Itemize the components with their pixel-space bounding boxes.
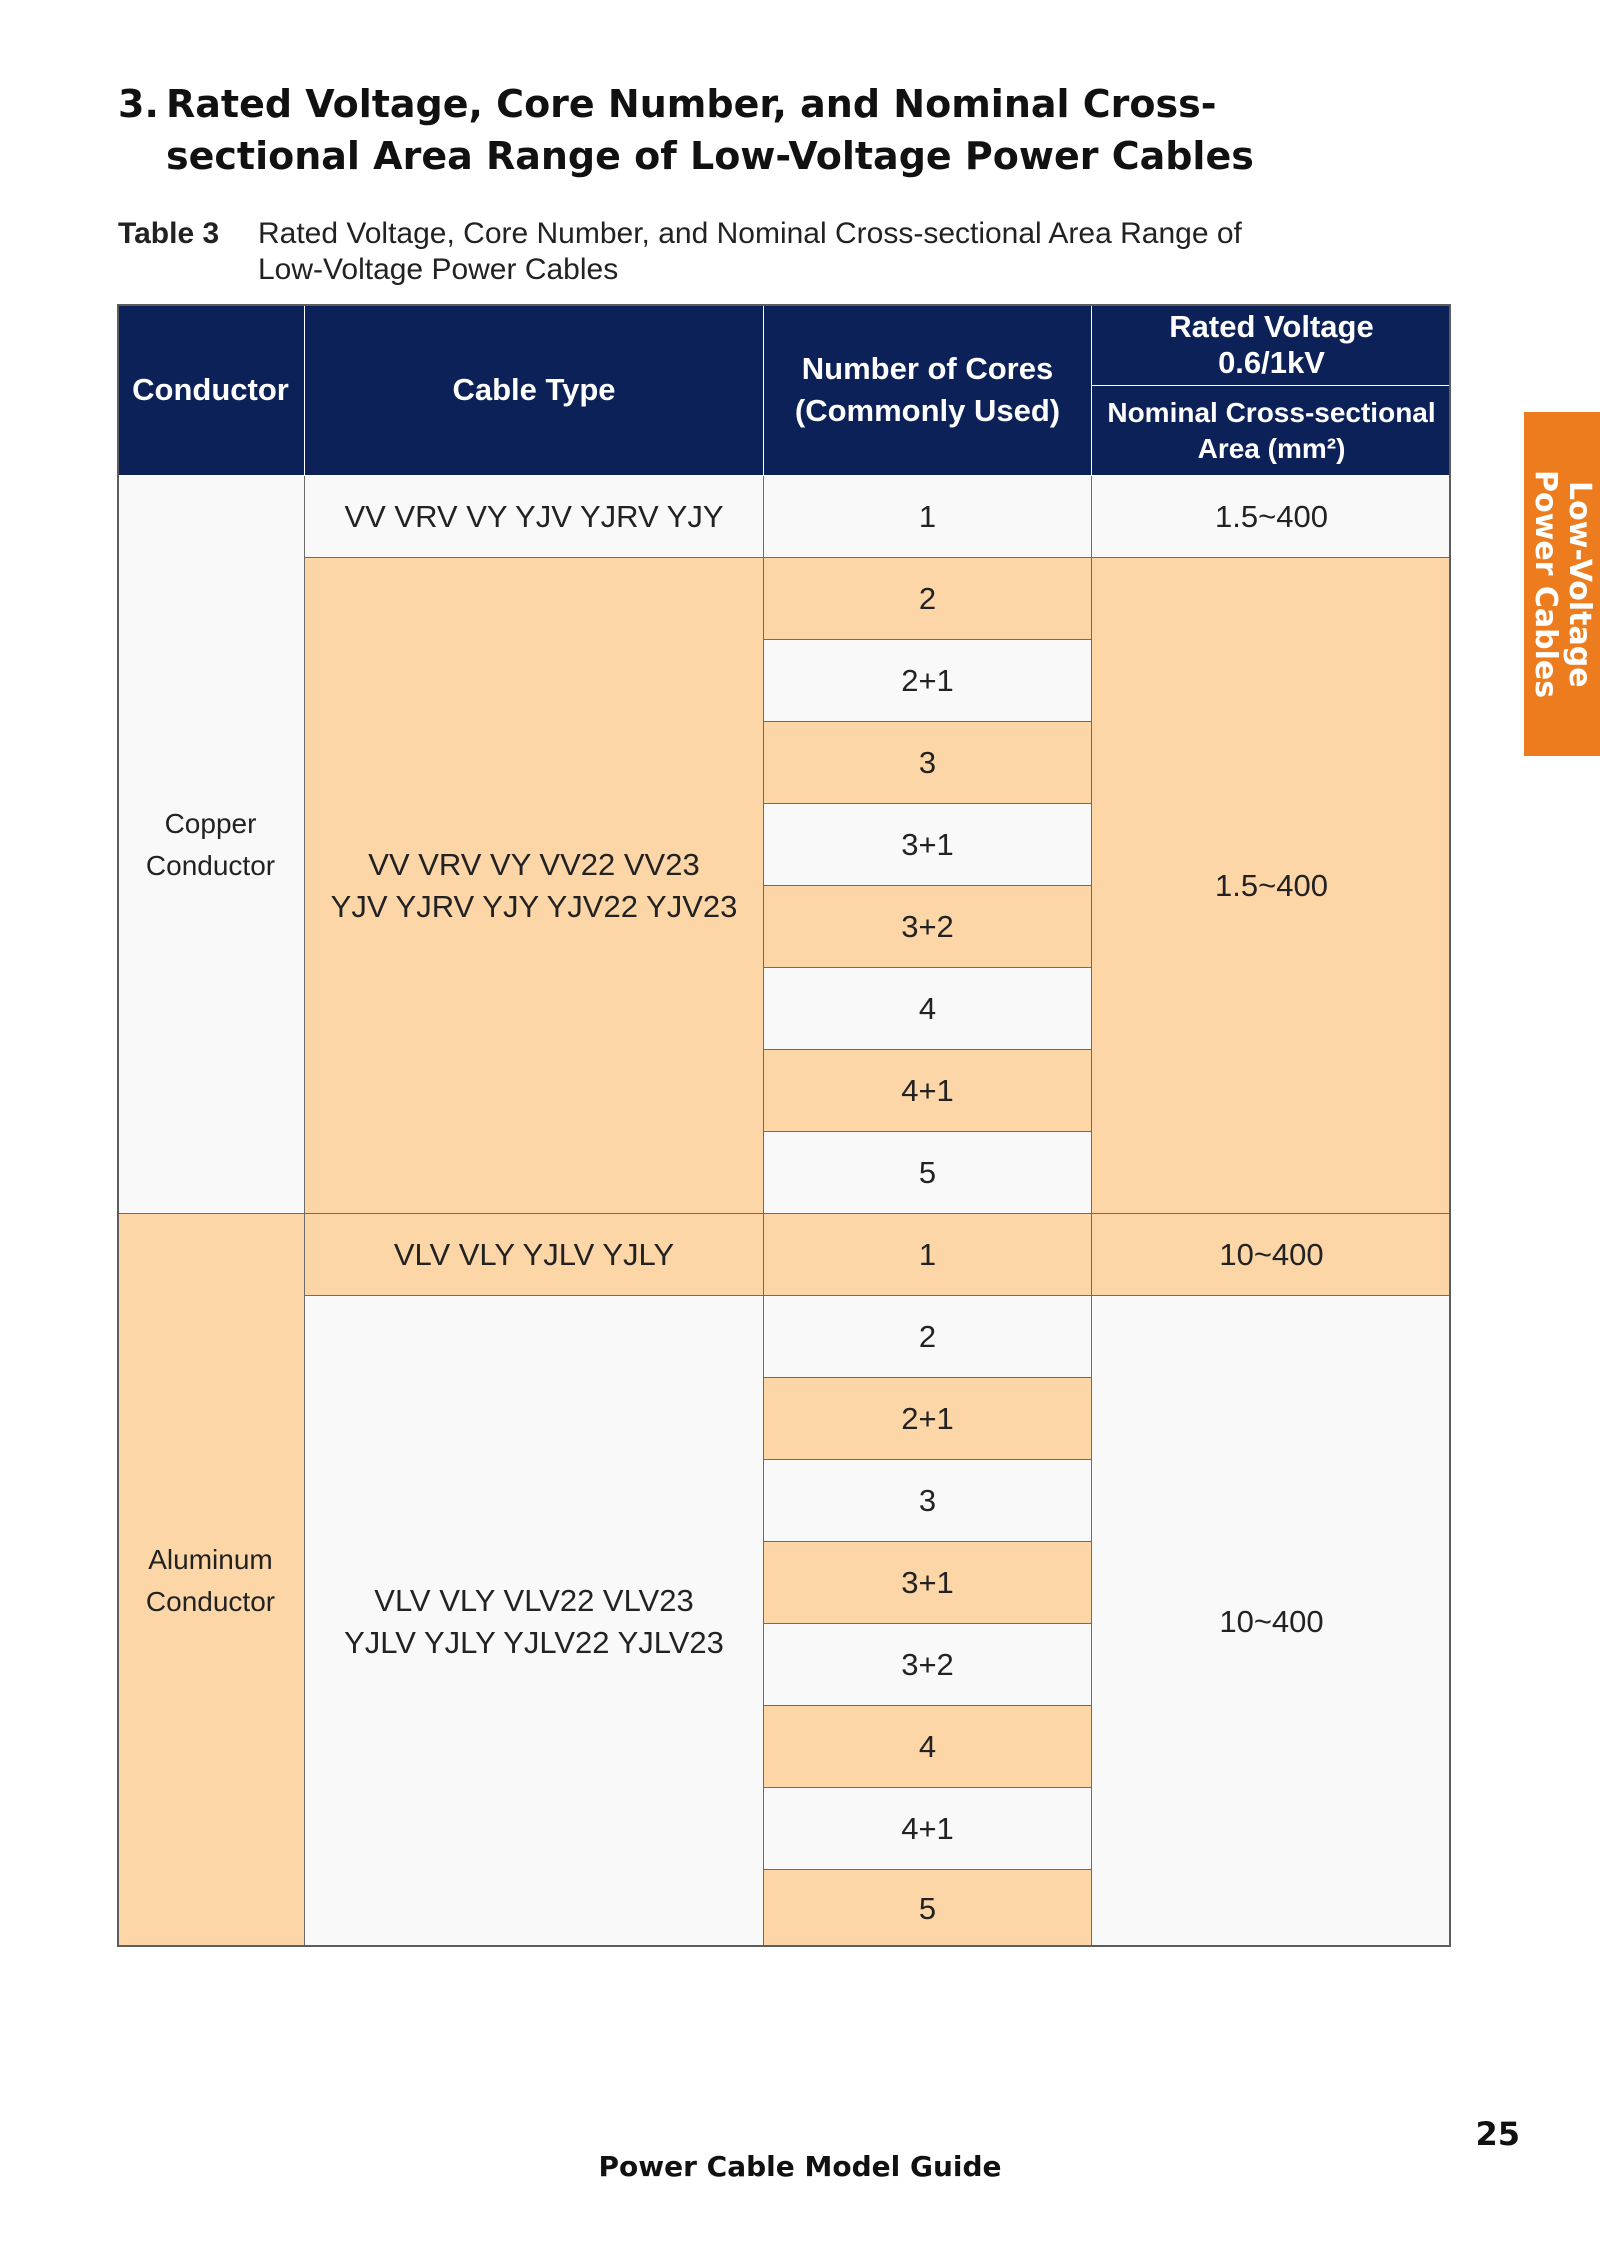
cores-value: 3+1 (901, 826, 954, 862)
cable-type-aluminum-multi (305, 1296, 764, 1947)
area-copper-single (1092, 476, 1451, 558)
cores-value: 5 (918, 1890, 937, 1926)
cores-value: 2 (918, 1318, 937, 1354)
cores-aluminum-row (764, 1460, 1092, 1542)
cable-type-copper-single-label: VV VRV VY YJV YJRV YJY (344, 498, 724, 534)
cores-value: 3 (918, 744, 937, 780)
footer-title: Power Cable Model Guide (598, 2150, 1002, 2183)
cores-aluminum-row (764, 1378, 1092, 1460)
page-number: 25 (1475, 2115, 1520, 2153)
header-cores-line2: (Commonly Used) (794, 392, 1061, 428)
cores-aluminum-row (764, 1624, 1092, 1706)
cores-value: 3+2 (901, 1646, 954, 1682)
header-rated-voltage-line1: Rated Voltage (1169, 308, 1374, 344)
section-number: 3. (118, 82, 159, 126)
side-tab-line2: Power Cables (1528, 469, 1563, 699)
cores-aluminum-row (764, 1870, 1092, 1947)
area-copper-single-label: 1.5~400 (1215, 498, 1328, 534)
area-aluminum-single-label: 10~400 (1219, 1236, 1324, 1272)
side-tab-line1: Low-Voltage (1562, 480, 1597, 688)
section-side-tab[interactable] (1524, 412, 1600, 756)
cable-type-aluminum-multi-line1: VLV VLY VLV22 VLV23 (374, 1582, 694, 1618)
cores-copper-row (764, 1132, 1092, 1214)
cores-value: 4 (918, 1728, 937, 1764)
header-cable-type (305, 304, 764, 476)
cable-type-aluminum-single (305, 1214, 764, 1296)
cores-value: 2+1 (901, 1400, 954, 1436)
conductor-copper-line1: Copper (164, 807, 257, 839)
cable-table (117, 304, 1451, 1947)
area-aluminum-multi (1092, 1296, 1451, 1947)
cable-type-copper-multi-line2: YJV YJRV YJY YJV22 YJV23 (330, 888, 738, 924)
header-conductor (117, 304, 305, 476)
cores-copper-single-label: 1 (918, 498, 937, 534)
header-conductor-label: Conductor (132, 371, 289, 407)
cores-value: 4+1 (901, 1810, 954, 1846)
cores-aluminum-row (764, 1706, 1092, 1788)
table-caption-text: Rated Voltage, Core Number, and Nominal Cross-sectional Area Range of Low-Voltage Power Cables (258, 217, 1242, 286)
area-copper-multi (1092, 558, 1451, 1214)
area-aluminum-multi-label: 10~400 (1219, 1603, 1324, 1639)
conductor-aluminum (117, 1214, 305, 1947)
cores-value: 2+1 (901, 662, 954, 698)
cores-value: 4+1 (901, 1072, 954, 1108)
cores-value: 3+2 (901, 908, 954, 944)
cores-value: 4 (918, 990, 937, 1026)
cable-type-aluminum-multi-line2: YJLV YJLY YJLV22 YJLV23 (344, 1624, 724, 1660)
conductor-copper (117, 476, 305, 1214)
cores-aluminum-row (764, 1788, 1092, 1870)
cores-copper-row (764, 804, 1092, 886)
header-cores-line1: Number of Cores (801, 350, 1054, 386)
cores-copper-single (764, 476, 1092, 558)
cores-aluminum-single-label: 1 (918, 1236, 937, 1272)
cable-type-aluminum-single-label: VLV VLY YJLV YJLY (393, 1236, 675, 1272)
cores-copper-row (764, 968, 1092, 1050)
table-label: Table 3 (118, 217, 220, 250)
cable-type-copper-single (305, 476, 764, 558)
cable-type-copper-multi-line1: VV VRV VY VV22 VV23 (368, 846, 700, 882)
cores-copper-row (764, 722, 1092, 804)
area-aluminum-single (1092, 1214, 1451, 1296)
cores-copper-row (764, 886, 1092, 968)
cores-copper-row (764, 1050, 1092, 1132)
header-number-of-cores (764, 304, 1092, 476)
cores-aluminum-row (764, 1296, 1092, 1378)
header-cross-sectional-area (1092, 386, 1451, 476)
section-title: Rated Voltage, Core Number, and Nominal Cross-sectional Area Range of Low-Voltage Power Cables (166, 82, 1254, 178)
header-area-line2: Area (mm²) (1197, 432, 1346, 464)
header-rated-voltage-line2: 0.6/1kV (1218, 344, 1325, 380)
header-area-line1: Nominal Cross-sectional (1107, 396, 1436, 428)
header-rated-voltage (1092, 304, 1451, 386)
cores-copper-row (764, 558, 1092, 640)
conductor-aluminum-line2: Conductor (145, 1585, 276, 1617)
cable-type-copper-multi (305, 558, 764, 1214)
conductor-aluminum-line1: Aluminum (148, 1543, 273, 1575)
conductor-copper-line2: Conductor (145, 849, 276, 881)
cores-value: 3+1 (901, 1564, 954, 1600)
cores-value: 2 (918, 580, 937, 616)
cores-value: 5 (918, 1154, 937, 1190)
header-cable-type-label: Cable Type (452, 371, 616, 407)
area-copper-multi-label: 1.5~400 (1215, 867, 1328, 903)
cores-value: 3 (918, 1482, 937, 1518)
cores-aluminum-single (764, 1214, 1092, 1296)
cores-copper-row (764, 640, 1092, 722)
cores-aluminum-row (764, 1542, 1092, 1624)
